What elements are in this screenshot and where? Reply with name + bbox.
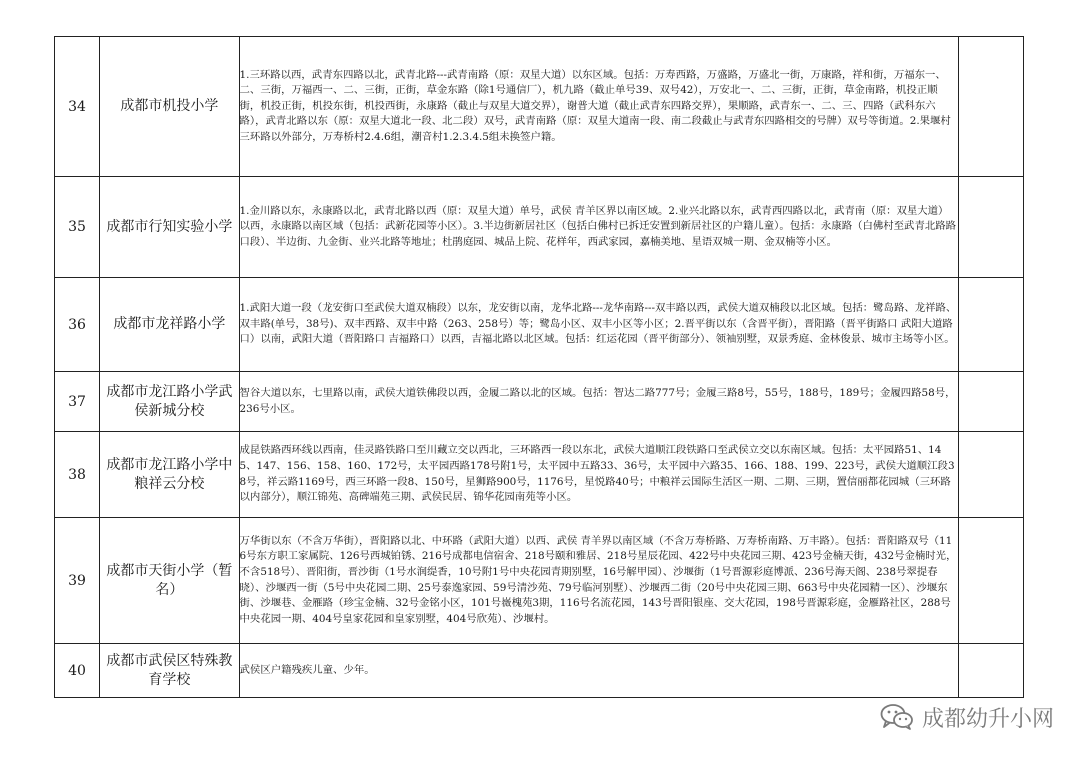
remarks-cell	[958, 644, 1023, 698]
table-row	[55, 37, 1024, 177]
table-row	[55, 432, 1024, 518]
remarks-cell	[958, 518, 1023, 644]
row-number: 40	[55, 644, 100, 698]
wechat-icon	[880, 703, 914, 731]
school-name: 成都市机投小学	[100, 37, 239, 177]
school-name: 成都市龙江路小学中粮祥云分校	[100, 432, 239, 518]
remarks-cell	[958, 278, 1023, 372]
school-name: 成都市武侯区特殊教育学校	[100, 644, 239, 698]
district-description: 武侯区户籍残疾儿童、少年。	[239, 644, 958, 698]
table-row	[55, 177, 1024, 278]
remarks-cell	[958, 432, 1023, 518]
district-description: 万华街以东（不含万华街），晋阳路以北、中环路（武阳大道）以西、武侯 青羊界以南区域（不含万寿桥路、万寿桥南路、万丰路）。包括：晋阳路双号（116号东方职工家属院、126号西城铂锈、216号成都电信宿舍、218号颐和雅居、218号星辰花园、422号中央花园三期、423号金楠天街，432号金楠时光，不含518号）、晋阳街，晋沙街（1号水润缇香，10号附1号中央花园青期别墅，16号解甲园）、沙堰街（1号晋源彩庭博派、236号海天阁、238号翠提春晓）、沙堰西一街（5号中央花园二期、25号泰逸家园、59号清沙苑、79号临河别墅）、沙堰西二街（20号中央花园三期、663号中央花园精一区）、沙堰东街、沙堰巷、金雁路（珍宝金楠、32号金铭小区，101号嶶槐苑3期，116号名流花园，143号晋阳银座、交大花园，198号晋源彩庭，金雁路社区，288号中央花园一期、404号皇家花园和皇家别墅，404号欣苑）、沙堰村。	[239, 518, 958, 644]
district-description: 智谷大道以东，七里路以南，武侯大道铁佛段以西，金履二路以北的区域。包括：智达二路777号；金履三路8号，55号，188号，189号；金履四路58号，236号小区。	[239, 372, 958, 432]
district-description: 1.武阳大道一段（龙安街口至武侯大道双楠段）以东，龙安街以南，龙华北路---龙华南路---双丰路以西，武侯大道双楠段以北区域。包括：鹭岛路、龙祥路、双丰路(单号，38号)、双丰西路、双丰中路（263、258号）等；鹭岛小区、双丰小区等小区；2.晋平街以东（含晋平街），晋阳路（晋平街路口 武阳大道路口）以南，武阳大道（晋阳路口 吉福路口）以西，吉福北路以北区域。包括：红运花园（晋平街部分）、领袖别墅，双景秀庭、金林俊景、城市主场等小区。	[239, 278, 958, 372]
table-row	[55, 644, 1024, 698]
row-number: 39	[55, 518, 100, 644]
school-name: 成都市龙江路小学武侯新城分校	[100, 372, 239, 432]
row-number: 35	[55, 177, 100, 278]
row-number: 38	[55, 432, 100, 518]
school-name: 成都市天街小学（暂名）	[100, 518, 239, 644]
watermark	[880, 700, 1054, 734]
table-row	[55, 278, 1024, 372]
district-description: 1.三环路以西，武青东四路以北，武青北路---武青南路（原：双星大道）以东区域。包括：万寿西路，万盛路，万盛北一街，万康路，祥和街，万福东一、二、三街，万福西一、二、三街，正街，草金东路（除1号通信厂），机九路（截止单号39、双号42），万安北一、二、三街，正街，草金南路，机投正顺街，机投正街，机投东街，机投西街，永康路（截止与双星大道交界），谢普大道（截止武青东四路交界），果顺路，武青东一、二、三、四路（武科东六路），武青北路以东（原：双星大道北一段、北二段）双号，武青南路（原：双星大道南一段、南二段截止与武青东四路相交的号牌）双号等街道。2.果堰村三环路以外部分，万寿桥村2.4.6组，潮音村1.2.3.4.5组未换签户籍。	[239, 37, 958, 177]
table-row	[55, 372, 1024, 432]
row-number: 34	[55, 37, 100, 177]
row-number: 36	[55, 278, 100, 372]
remarks-cell	[958, 177, 1023, 278]
row-number: 37	[55, 372, 100, 432]
table-row	[55, 518, 1024, 644]
remarks-cell	[958, 372, 1023, 432]
watermark-text: 成都幼升小网	[921, 706, 1054, 732]
school-name: 成都市龙祥路小学	[100, 278, 239, 372]
school-name: 成都市行知实验小学	[100, 177, 239, 278]
school-district-table	[54, 36, 1024, 698]
remarks-cell	[958, 37, 1023, 177]
district-description: 1.金川路以东，永康路以北，武青北路以西（原：双星大道）单号，武侯 青羊区界以南区域。2.业兴北路以东，武青西四路以北，武青南（原：双星大道）以西，永康路以南区域（包括：武新花园等小区）。3.半边街新居社区（包括白佛村已拆迁安置到新居社区的户籍儿童）。包括：永康路（白佛村至武青北路路口段）、半边街、九金街、业兴北路等地址；杜鹃庭园、城品上院、花样年，西武家园，嘉楠美地、星语双城一期、金双楠等小区。	[239, 177, 958, 278]
district-description: 成昆铁路西环线以西南，佳灵路铁路口至川藏立交以西北，三环路西一段以东北，武侯大道顺江段铁路口至武侯立交以东南区域。包括：太平园路51、145、147、156、158、160、172号，太平园西路178号附1号，太平园中五路33、36号，太平园中六路35、166、188、199、223号，武侯大道顺江段38号，祥云路1169号，西三环路一段8、150号，星狮路900号，1176号，星悦路40号；中粮祥云国际生活区一期、二期、三期，置信丽都花园城（三环路以内部分），顺江锦苑、高碑端苑三期、武侯民居、锦华花园南苑等小区。	[239, 432, 958, 518]
